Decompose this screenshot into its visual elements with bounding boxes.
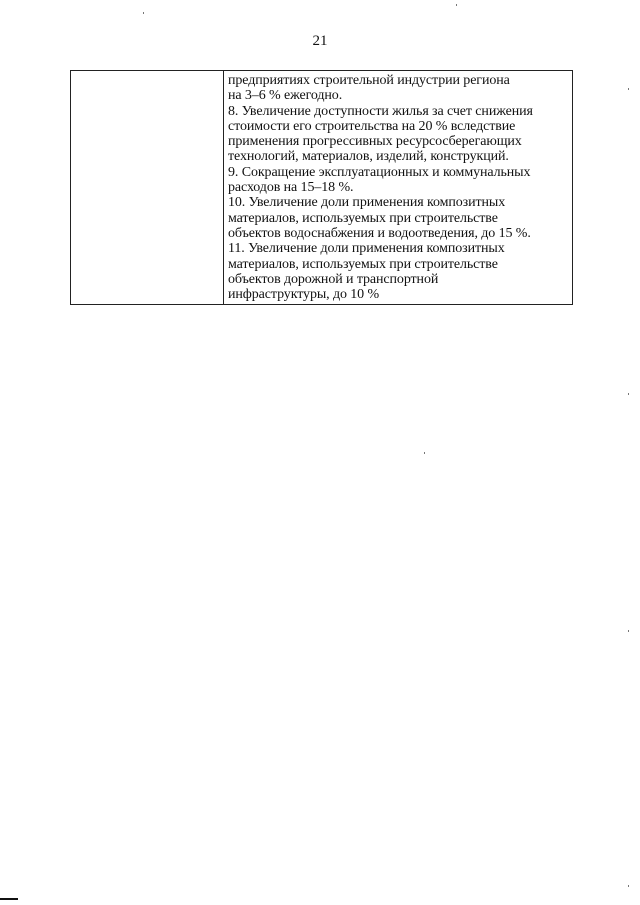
scan-dot [143,12,144,14]
table-row [71,71,573,305]
text-line: 10. Увеличение доли применения композитных [228,195,506,211]
text-line: инфраструктуры, до 10 % [228,287,380,303]
scan-dot [628,393,629,395]
text-line: на 3–6 % ежегодно. [228,88,343,104]
text-line: материалов, используемых при строительстве [228,256,498,272]
text-line: 8. Увеличение доступности жилья за счет снижения [228,103,533,119]
text-line: объектов водоснабжения и водоотведения, до 15 %. [228,225,531,241]
text-line: применения прогрессивных ресурсосберегающих [228,134,522,150]
text-line: расходов на 15–18 %. [228,180,354,196]
table-cell-right [224,71,573,305]
page-number: 21 [312,33,328,49]
text-line: 9. Сокращение эксплуатационных и коммунальных [228,164,531,180]
text-line: материалов, используемых при строительстве [228,210,498,226]
scan-dot [424,452,425,454]
scan-dot [456,4,457,6]
text-line: 11. Увеличение доли применения композитных [228,241,505,257]
text-line: стоимости его строительства на 20 % вследствие [228,118,516,134]
content-table [70,70,573,305]
scan-dot [628,88,629,90]
table-cell-left [71,71,224,305]
text-line: предприятиях строительной индустрии региона [228,73,510,88]
scan-dot [628,885,629,887]
text-line: объектов дорожной и транспортной [228,271,439,287]
text-line: технологий, материалов, изделий, конструкций. [228,149,509,165]
scan-mark [0,898,18,900]
cell-text-block [224,71,572,304]
scan-dot [628,630,629,632]
